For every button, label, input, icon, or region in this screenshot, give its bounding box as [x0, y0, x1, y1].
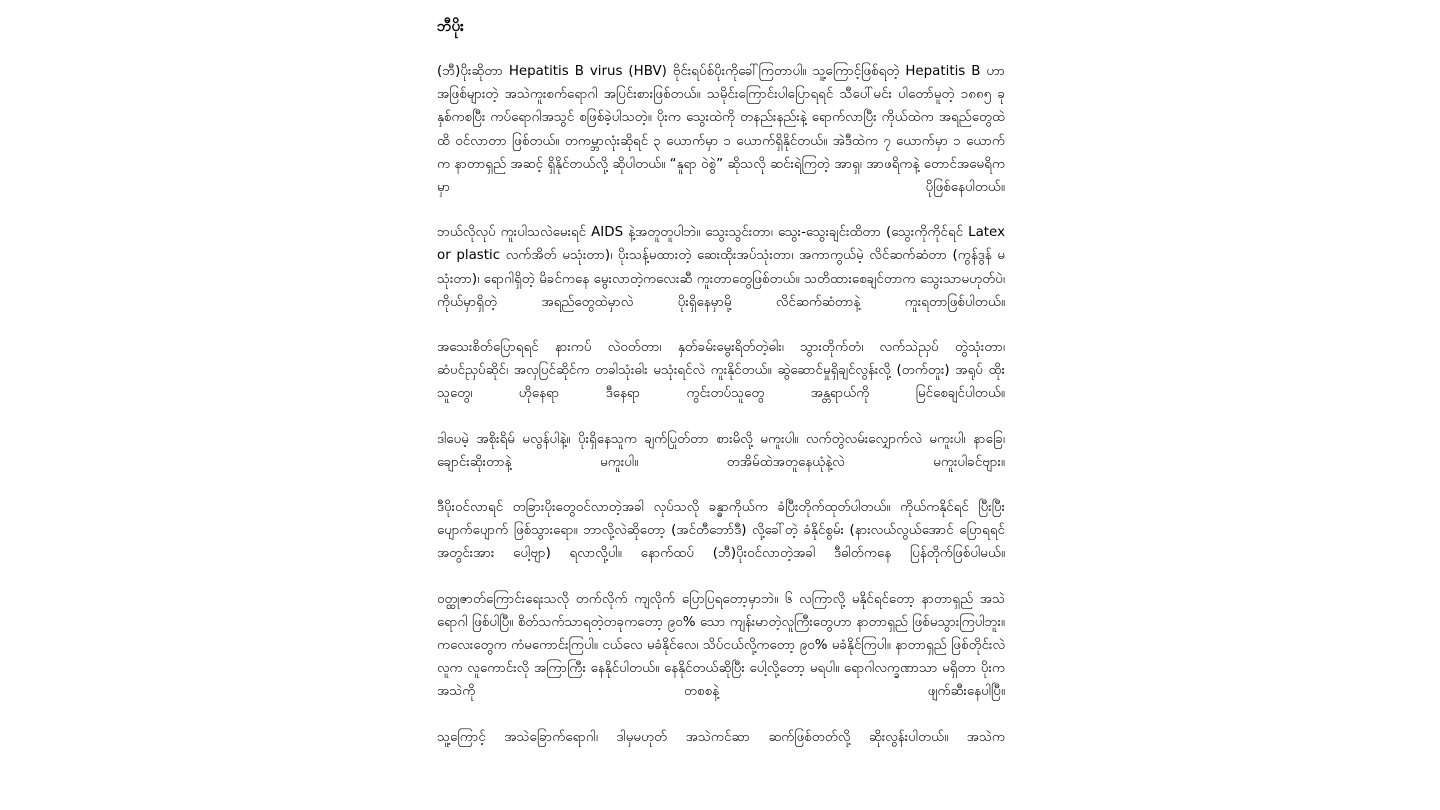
- paragraph-7: သူ့ကြောင့် အသဲခြောက်ရောဂါ၊ ဒါမှမဟုတ် အသဲကင်ဆာ ဆက်ဖြစ်တတ်လို့ ဆိုးလွန်းပါတယ်။ အသဲက: [437, 729, 1005, 745]
- paragraph-3: အသေးစိတ်ပြောရရင် နားကပ် လဲဝတ်တာ၊ နှတ်ခမ်းမွေးရိတ်တဲ့ဓါး၊ သွားတိုက်တံ၊ လက်သဲညှပ် တွဲသုံးတာ၊ ဆံပင်ညှပ်ဆိုင်၊ အလှပြင်ဆိုင်က တခါသုံးဓါး မသုံးရင်လဲ ကူးနိုင်တယ်။ ဆွဲဆောင်မှုရှိချင်လွန်းလို့ (တက်တူး) အရုပ် ထိုးသူတွေ၊ ဟိုနေရာ ဒီနေရာ ကွင်းတပ်သူတွေ အန္တရာယ်ကို မြင်စေချင်ပါတယ်။: [437, 340, 1005, 402]
- paragraph-4: ဒါပေမဲ့ အစိုးရိမ် မလွန်ပါနဲ့။ ပိုးရှိနေသူက ချက်ပြုတ်တာ စားမိလို့ မကူးပါ။ လက်တွဲလမ်းလျှောက်လဲ မကူးပါ၊ နာခြေ၊ ချောင်းဆိုးတာနဲ့ မကူးပါ။ တအိမ်ထဲအတူနေယုံနဲ့လဲ မကူးပါခင်ဗျား။: [437, 431, 1005, 470]
- paragraph-1: (ဘီ)ပိုးဆိုတာ Hepatitis B virus (HBV) ဗိုင်းရပ်စ်ပိုးကိုခေါ်ကြတာပါ။ သူ့ကြောင့်ဖြစ်ရတဲ့ Hepatitis B ဟာ အဖြစ်များတဲ့ အသဲကူးစက်ရောဂါ အပြင်းစားဖြစ်တယ်။ သမိုင်းကြောင်းပါပြောရရင် သီပေါ်မင်း ပါတော်မူတဲ့ ၁၈၈၅ ခုနှစ်ကစပြီး ကပ်ရောဂါအသွင် စဖြစ်ခဲ့ပါသတဲ့။ ပိုးက သွေးထဲကို တနည်းနည်းနဲ့ ရောက်လာပြီး ကိုယ်ထဲက အရည်တွေထဲထိ ဝင်လာတာ ဖြစ်တယ်။ တကမ္ဘာလုံးဆိုရင် ၃ ယောက်မှာ ၁ ယောက်ရှိနိုင်တယ်။ အဲဒီထဲက ၇ ယောက်မှာ ၁ ယောက်က နာတာရှည် အဆင့် ရှိနိုင်တယ်လို့ ဆိုပါတယ်။ “နူရာ ဝဲစွဲ” ဆိုသလို ဆင်းရဲကြတဲ့ အာရှ၊ အာဖရိကနဲ့ တောင်အမေရိကမှာ ပိုဖြစ်နေပါတယ်။: [437, 64, 1005, 196]
- paragraph-5: ဒီပိုးဝင်လာရင် တခြားပိုးတွေဝင်လာတဲ့အခါ လုပ်သလို ခန္ဓာကိုယ်က ခံပြီးတိုက်ထုတ်ပါတယ်။ ကိုယ်ကနိုင်ရင် ပြီးပြီး ပျောက်ပျောက် ဖြစ်သွားရော။ ဘာလို့လဲဆိုတော့ (အင်တီဘော်ဒီ) လို့ခေါ်တဲ့ ခံနိုင်စွမ်း (နားလယ်လွယ်အောင် ပြောရရင် အတွင်းအား ပေါ့ဗျာ) ရလာလို့ပါ။ နောက်ထပ် (ဘီ)ပိုးဝင်လာတဲ့အခါ ဒီဓါတ်ကနေ ပြန်တိုက်ဖြစ်ပါမယ်။: [437, 500, 1005, 562]
- paragraph-2: ဘယ်လိုလုပ် ကူးပါသလဲမေးရင် AIDS နဲ့အတူတူပါဘဲ။ သွေးသွင်းတာ၊ သွေး-သွေးချင်းထိတာ (သွေးကိုကိုင်ရင် Latex or plastic လက်အိတ် မသုံးတာ)၊ ပိုးသန့်မထားတဲ့ ဆေးထိုးအပ်သုံးတာ၊ အကာကွယ်မဲ့ လိင်ဆက်ဆံတာ (ကွန်ဒွန် မသုံးတာ)၊ ရောဂါရှိတဲ့ မိခင်ကနေ မွေးလာတဲ့ကလေးဆီ ကူးတာတွေဖြစ်တယ်။ သတိထားစေချင်တာက သွေးသာမဟုတ်ပဲ၊ ကိုယ်မှာရှိတဲ့ အရည်တွေထဲမှာလဲ ပိုးရှိနေမှာမို့ လိင်ဆက်ဆံတာနဲ့ ကူးရတာဖြစ်ပါတယ်။: [437, 225, 1005, 310]
- paragraph-6: ဝတ္ထုဇာတ်ကြောင်းရေးသလို တက်လိုက် ကျလိုက် ပြောပြရတော့မှာဘဲ။ ၆ လကြာလို့ မနိုင်ရင်တော့ နာတာရှည် အသဲရောဂါ ဖြစ်ပါပြီ။ စိတ်သက်သာရတဲ့တခုကတော့ ၉၀% သော ကျန်းမာတဲ့လူကြီးတွေဟာ နာတာရှည် ဖြစ်မသွားကြပါဘူး။ ကလေးတွေက ကံမကောင်းကြပါ။ ငယ်လေ မခံနိုင်လေ၊ သိပ်ငယ်လို့ကတော့ ၉၀% မခံနိုင်ကြပါ။ နာတာရှည် ဖြစ်တိုင်းလဲ လူက လူကောင်းလို အကြာကြီး နေနိုင်ပါတယ်။ နေနိုင်တယ်ဆိုပြီး ပေါ့လို့တော့ မရပါ။ ရောဂါလက္ခဏာသာ မရှိတာ ပိုးက အသဲကို တစစနဲ့ ဖျက်ဆီးနေပါပြီ။: [437, 591, 1005, 700]
- document-page: [437, 14, 1005, 810]
- document-title: ဘီပိုး: [437, 17, 464, 35]
